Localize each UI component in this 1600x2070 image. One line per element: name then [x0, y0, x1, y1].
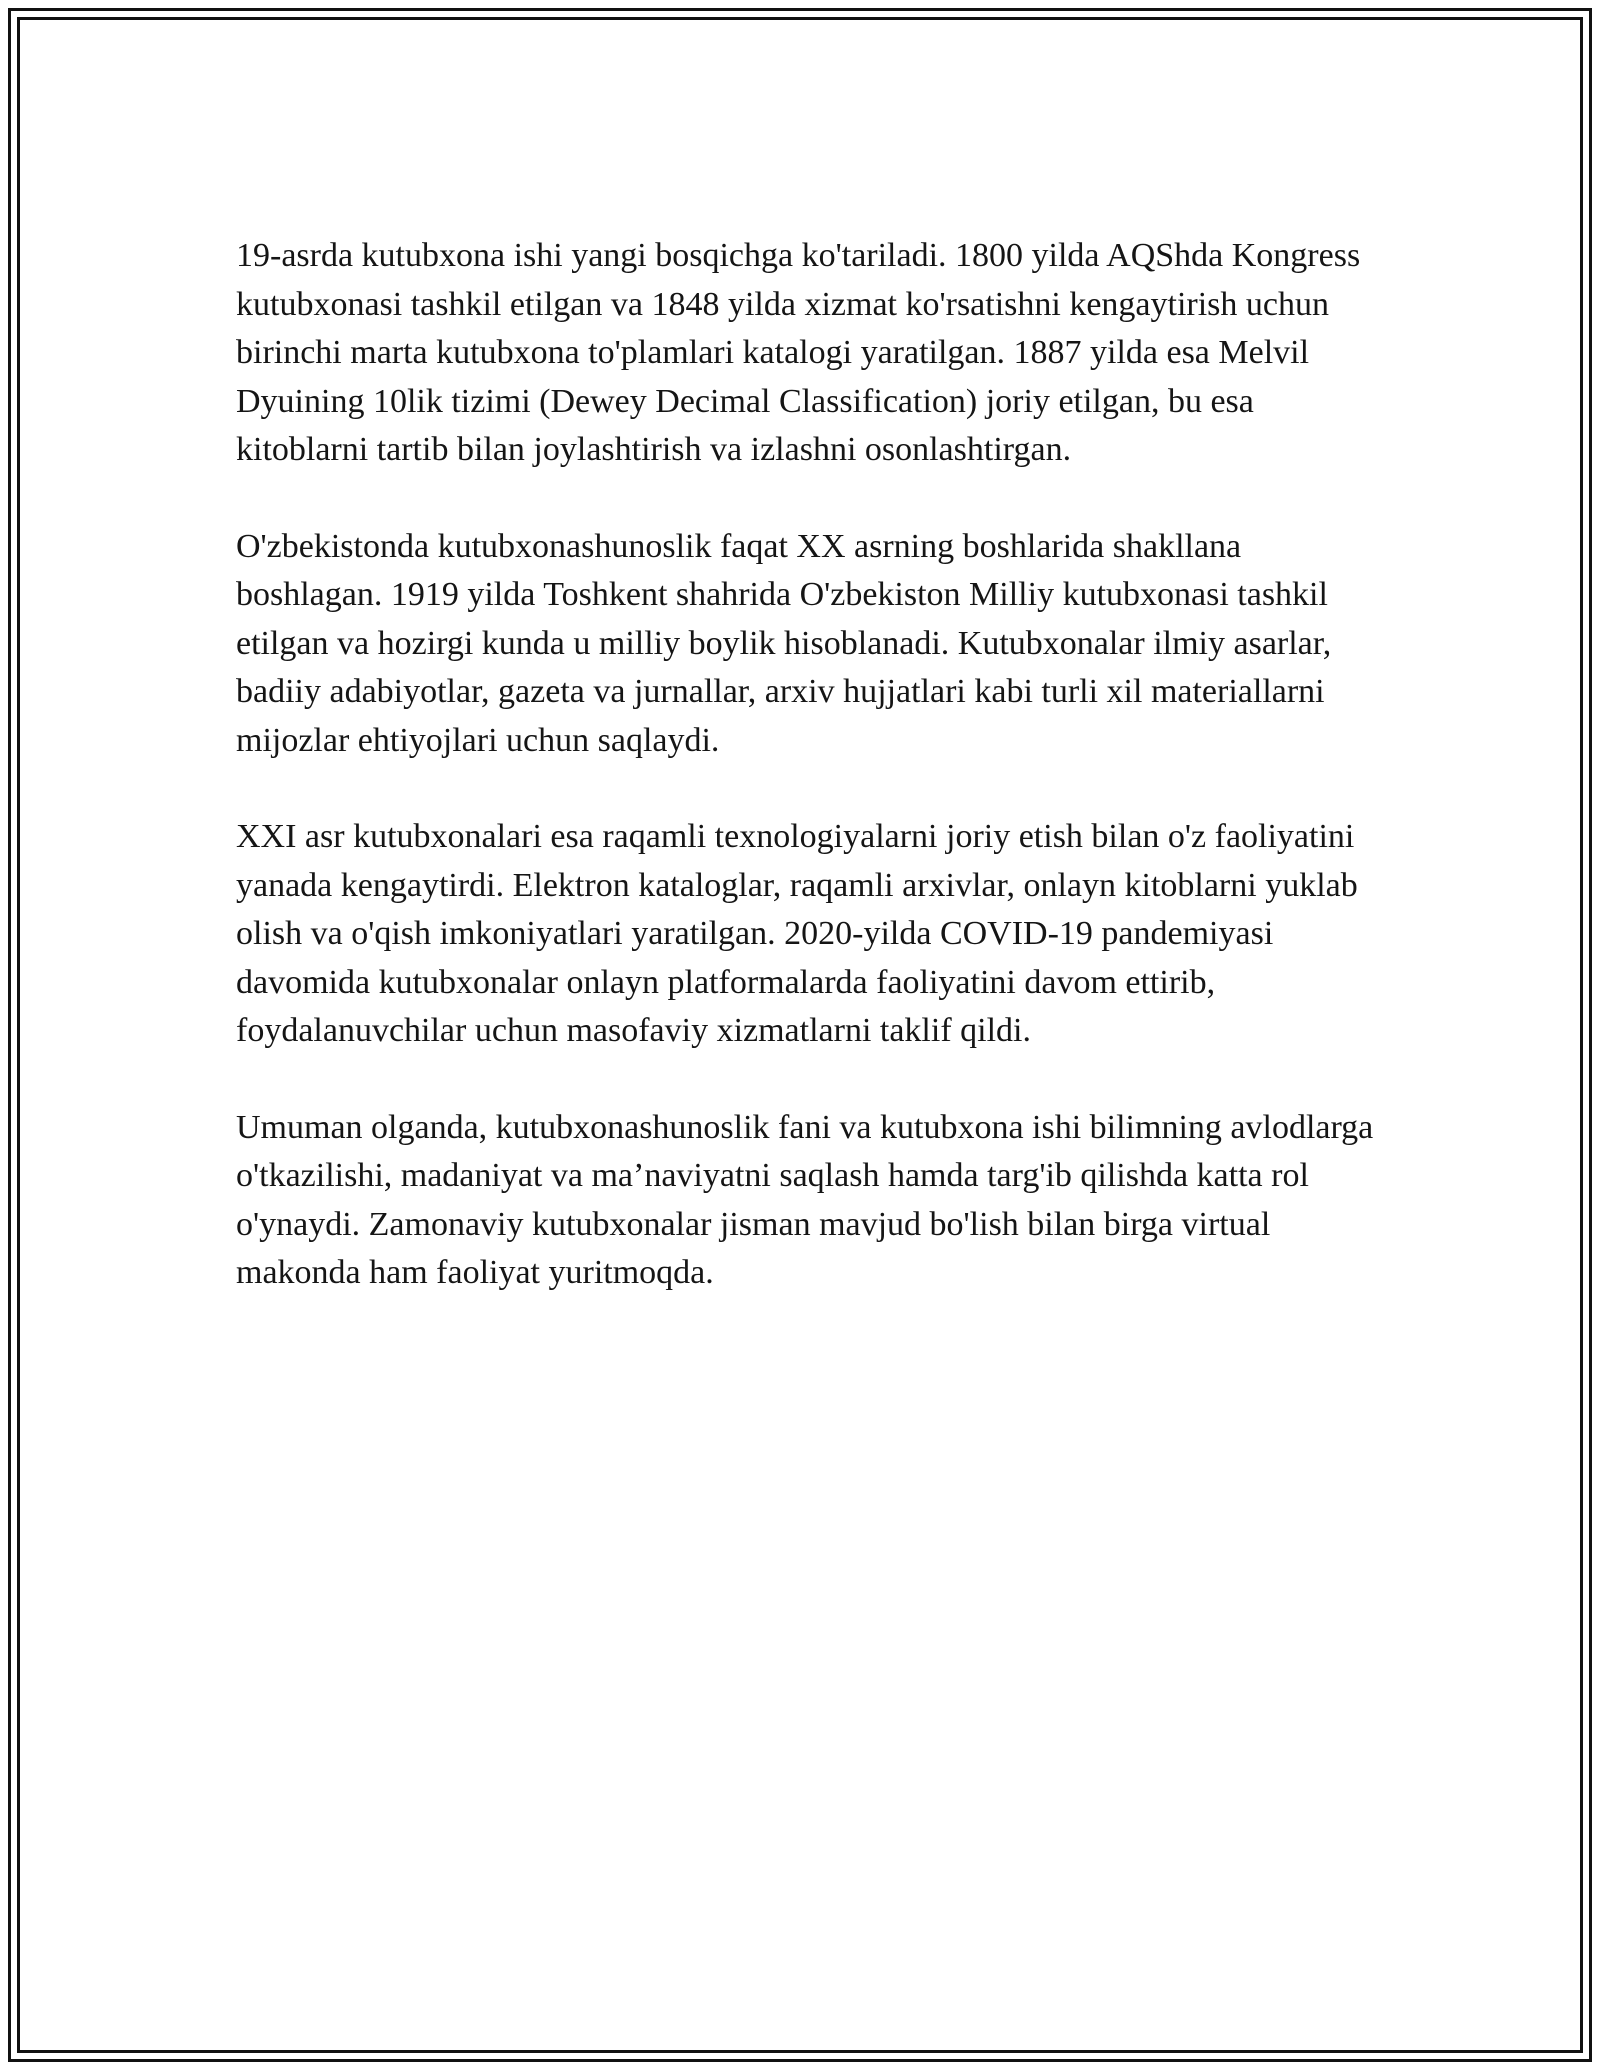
paragraph-4: Umuman olganda, kutubxonashunoslik fani va kutubxona ishi bilimning avlodlarga o'tkazilishi, madaniyat va ma’naviyatni saqlash hamda targ'ib qilishda katta rol o'ynaydi. Zamonaviy kutubxonalar jisman mavjud bo'lish bilan birga virtual makonda ham faoliyat yuritmoqda.: [236, 1108, 1374, 1291]
document-body: [236, 232, 1386, 1298]
paragraph-2: O'zbekistonda kutubxonashunoslik faqat XX asrning boshlarida shakllana boshlagan. 1919 yilda Toshkent shahrida O'zbekiston Milliy kutubxonasi tashkil etilgan va hozirgi kunda u milliy boylik hisoblanadi. Kutubxonalar ilmiy asarlar, badiiy adabiyotlar, gazeta va jurnallar, arxiv hujjatlari kabi turli xil materiallarni mijozlar ehtiyojlari uchun saqlaydi.: [236, 527, 1332, 759]
paragraph-3: XXI asr kutubxonalari esa raqamli texnologiyalarni joriy etish bilan o'z faoliyatini yanada kengaytirdi. Elektron kataloglar, raqamli arxivlar, onlayn kitoblarni yuklab olish va o'qish imkoniyatlari yaratilgan. 2020-yilda COVID-19 pandemiyasi davomida kutubxonalar onlayn platformalarda faoliyatini davom ettirib, foydalanuvchilar uchun masofaviy xizmatlarni taklif qildi.: [236, 818, 1358, 1049]
paragraph-1: 19-asrda kutubxona ishi yangi bosqichga ko'tariladi. 1800 yilda AQShda Kongress kutubxonasi tashkil etilgan va 1848 yilda xizmat ko'rsatishni kengaytirish uchun birinchi marta kutubxona to'plamlari katalogi yaratilgan. 1887 yilda esa Melvil Dyuining 10lik tizimi (Dewey Decimal Classification) joriy etilgan, bu esa kitoblarni tartib bilan joylashtirish va izlashni osonlashtirgan.: [236, 237, 1361, 468]
